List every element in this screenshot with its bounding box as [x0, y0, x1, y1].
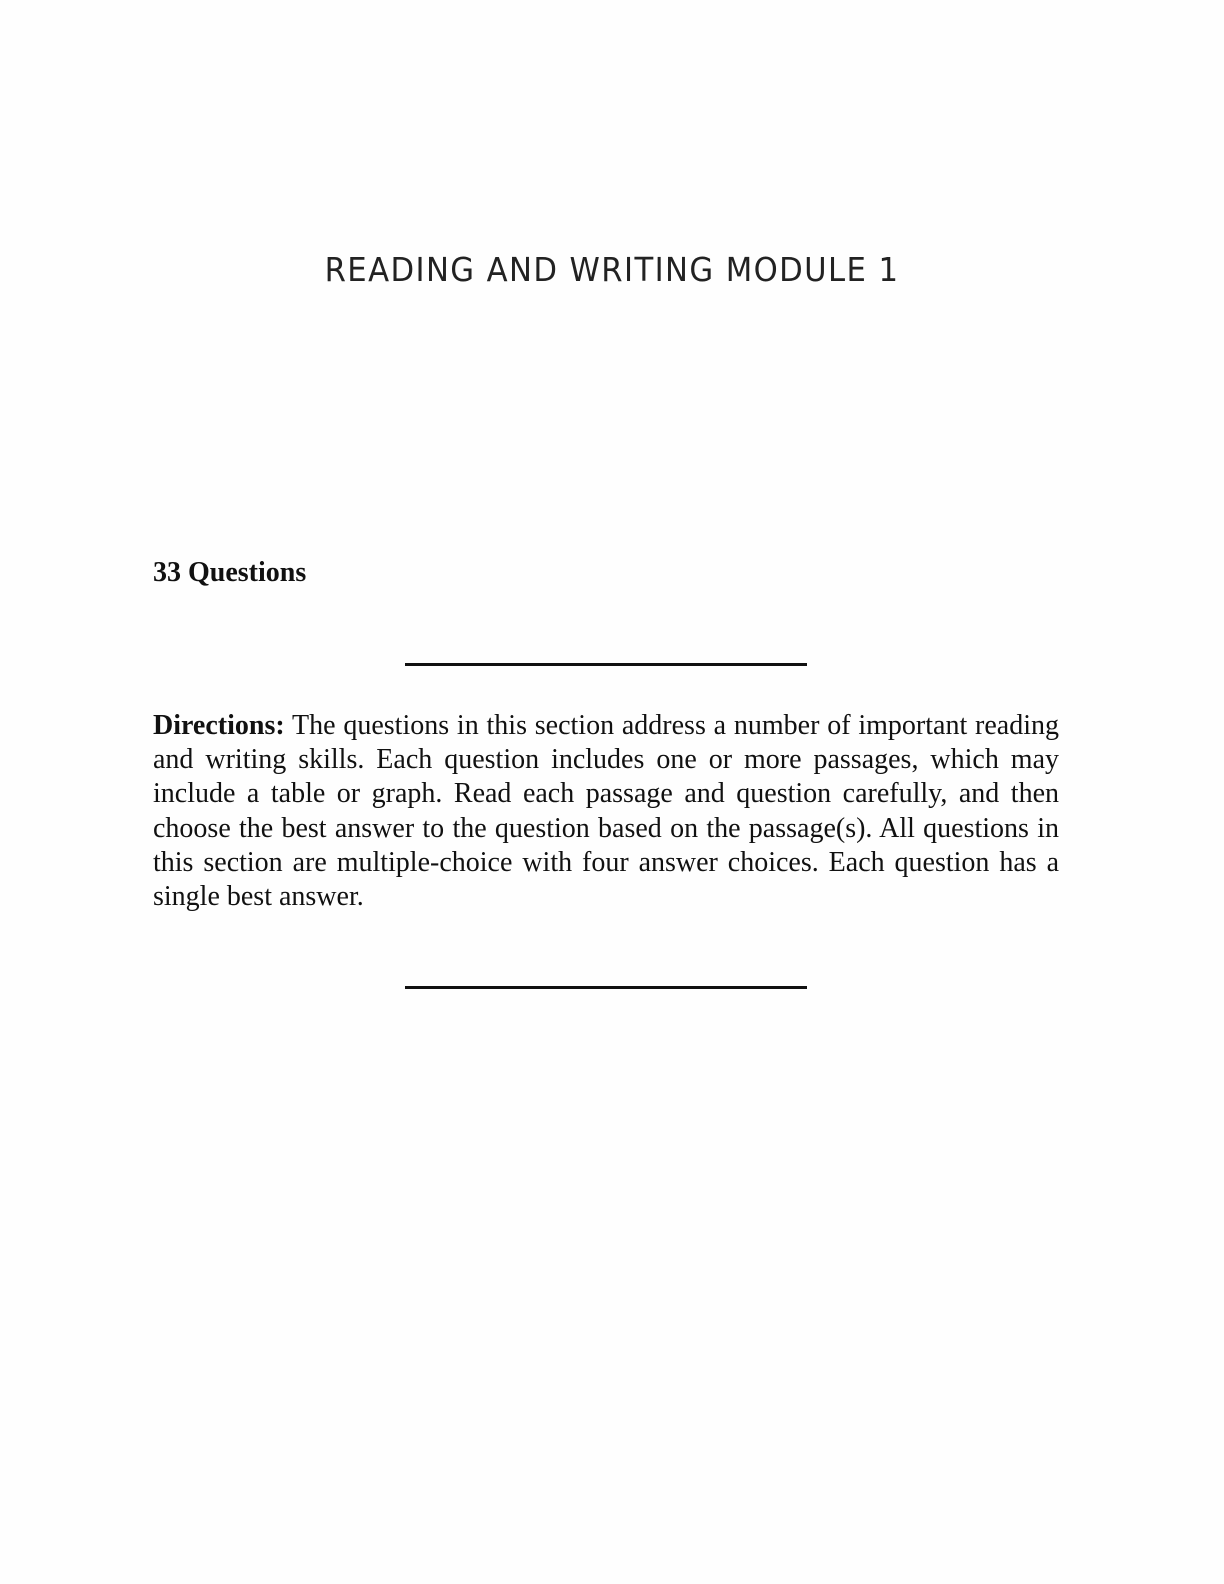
question-count: 33 Questions — [153, 557, 307, 588]
directions-paragraph — [153, 709, 1059, 914]
directions-label: Directions: — [153, 710, 285, 741]
divider-top — [405, 663, 807, 666]
module-title: READING AND WRITING MODULE 1 — [324, 250, 900, 289]
directions-text: The questions in this section address a number of important reading and writing skills. Each question includes one or more passages, which may include a table or graph. Read each passage and question carefully, and then choose the best answer to the question based on the passage(s). All questions in this section are multiple-choice with four answer choices. Each question has a single best answer. — [153, 710, 1059, 913]
divider-bottom — [405, 986, 807, 989]
